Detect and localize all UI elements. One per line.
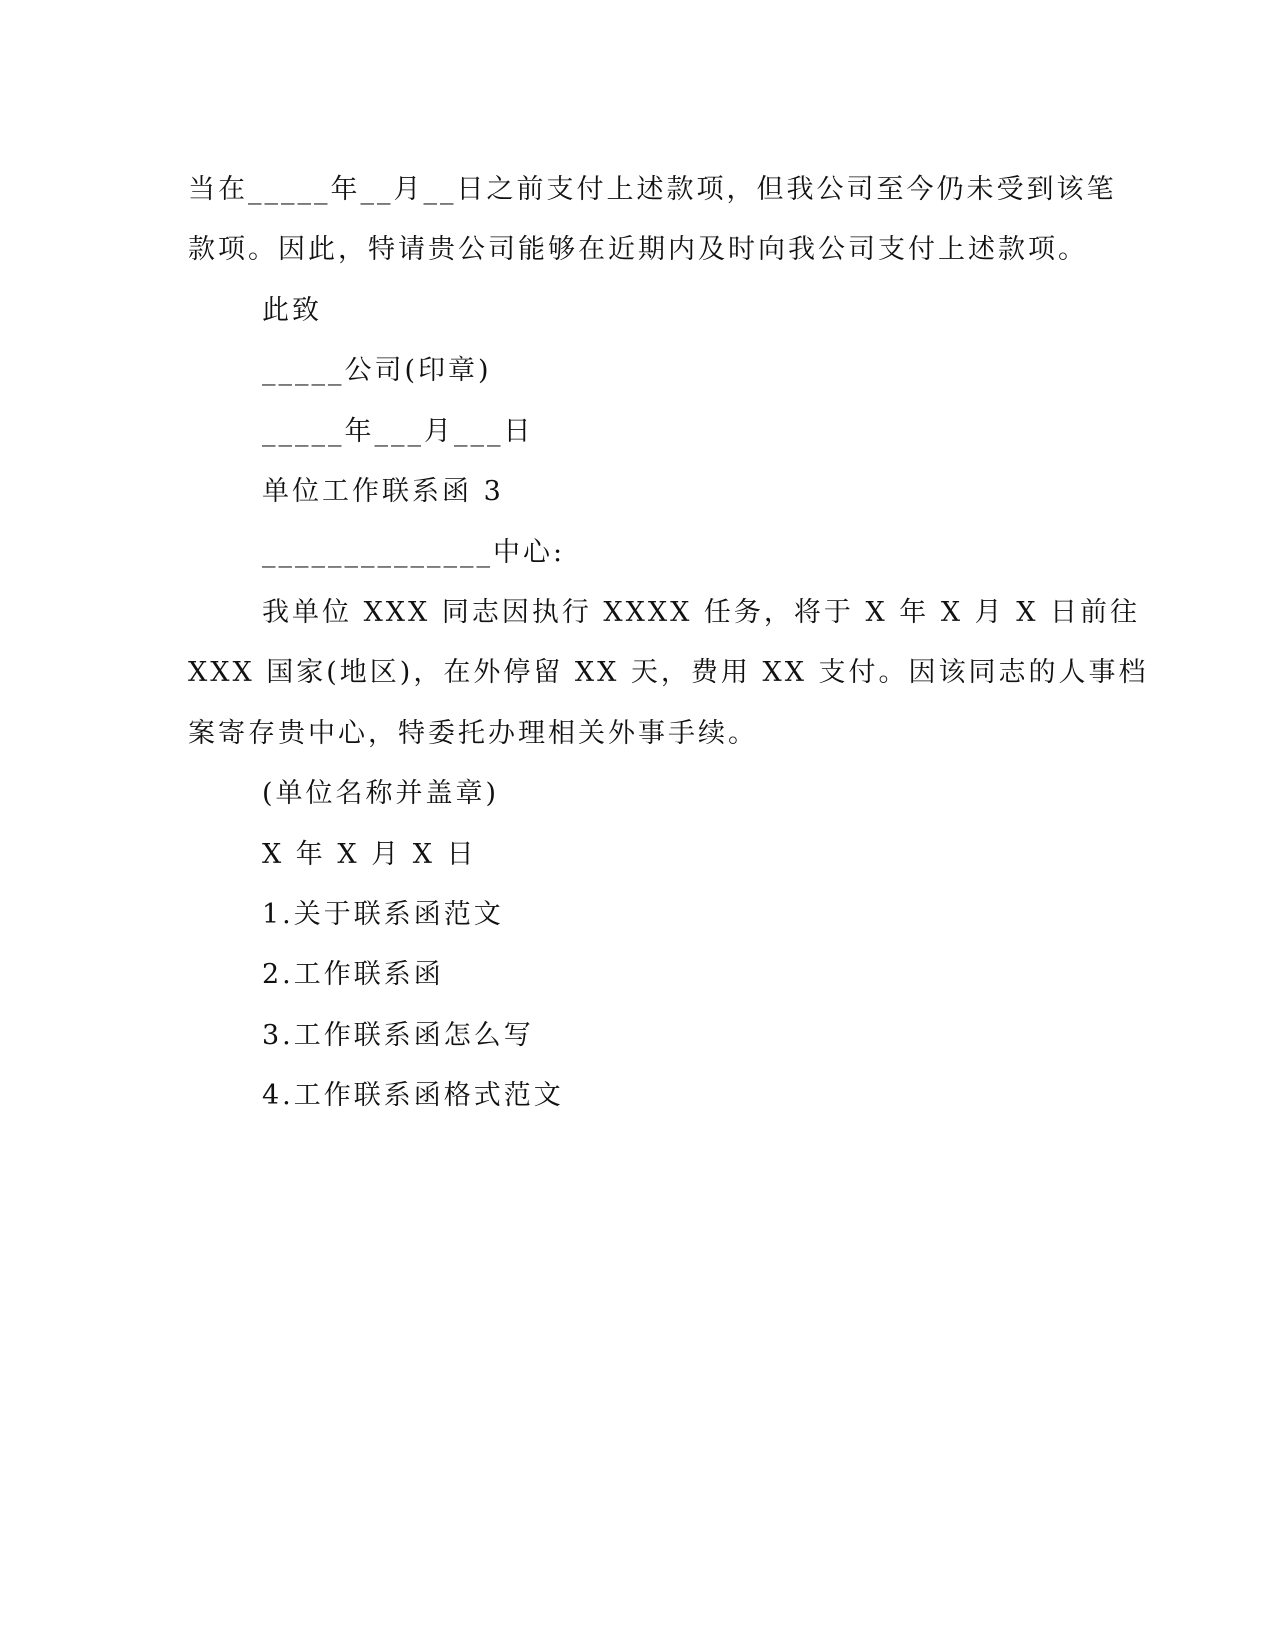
section-title: 单位工作联系函 3 <box>262 476 504 507</box>
letter-paragraph-line-1: 我单位 XXX 同志因执行 XXXX 任务，将于 X 年 X 月 X 日前往 <box>262 597 1141 628</box>
recipient-line: ______________中心: <box>262 537 566 568</box>
body-paragraph-line-1: 当在_____年__月__日之前支付上述款项，但我公司至今仍未受到该笔 <box>188 174 1117 205</box>
related-link-3: 3.工作联系函怎么写 <box>262 1020 534 1051</box>
related-link-4: 4.工作联系函格式范文 <box>262 1080 564 1111</box>
body-paragraph-line-2: 款项。因此，特请贵公司能够在近期内及时向我公司支付上述款项。 <box>188 234 1088 265</box>
letter-paragraph-line-2: XXX 国家(地区)，在外停留 XX 天，费用 XX 支付。因该同志的人事档 <box>188 657 1149 688</box>
salutation-closing: 此致 <box>262 295 322 326</box>
related-link-2: 2.工作联系函 <box>262 959 444 990</box>
signature-date-line: X 年 X 月 X 日 <box>262 839 477 870</box>
date-line: _____年___月___日 <box>262 416 534 447</box>
company-seal-line: _____公司(印章) <box>262 355 492 386</box>
related-link-1: 1.关于联系函范文 <box>262 899 504 930</box>
signature-unit-line: (单位名称并盖章) <box>262 778 500 809</box>
letter-paragraph-line-3: 案寄存贵中心，特委托办理相关外事手续。 <box>188 718 758 749</box>
